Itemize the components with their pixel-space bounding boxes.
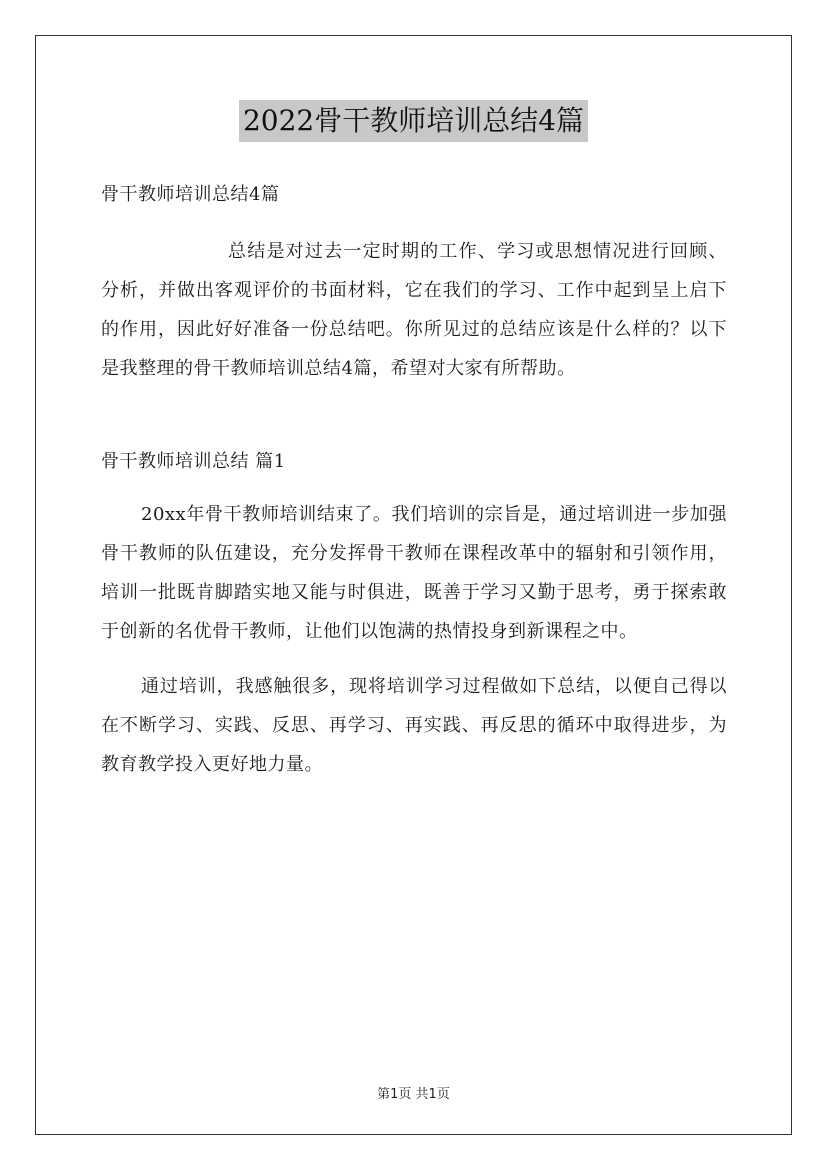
page-number-footer: 第1页 共1页 (377, 1087, 450, 1102)
title-wrapper (0, 100, 827, 142)
section-heading: 骨干教师培训总结 篇1 (101, 451, 286, 472)
intro-paragraph: 总结是对过去一定时期的工作、学习或思想情况进行回顾、分析，并做出客观评价的书面材料，它在我们的学习、工作中起到呈上启下的作用，因此好好准备一份总结吧。你所见过的总结应该是什么样的？以下是我整理的骨干教师培训总结4篇，希望对大家有所帮助。 (101, 241, 727, 379)
document-body (101, 176, 727, 784)
document-subtitle: 骨干教师培训总结4篇 (101, 184, 280, 205)
body-paragraph-2: 通过培训，我感触很多，现将培训学习过程做如下总结，以便自己得以在不断学习、实践、反思、再学习、再实践、再反思的循环中取得进步，为教育教学投入更好地力量。 (101, 676, 727, 775)
body-paragraph-1: 20xx年骨干教师培训结束了。我们培训的宗旨是，通过培训进一步加强骨干教师的队伍建设，充分发挥骨干教师在课程改革中的辐射和引领作用，培训一批既肯脚踏实地又能与时俱进，既善于学习又勤于思考，勇于探索敢于创新的名优骨干教师，让他们以饱满的热情投身到新课程之中。 (101, 504, 727, 642)
document-title: 2022骨干教师培训总结4篇 (239, 100, 588, 142)
